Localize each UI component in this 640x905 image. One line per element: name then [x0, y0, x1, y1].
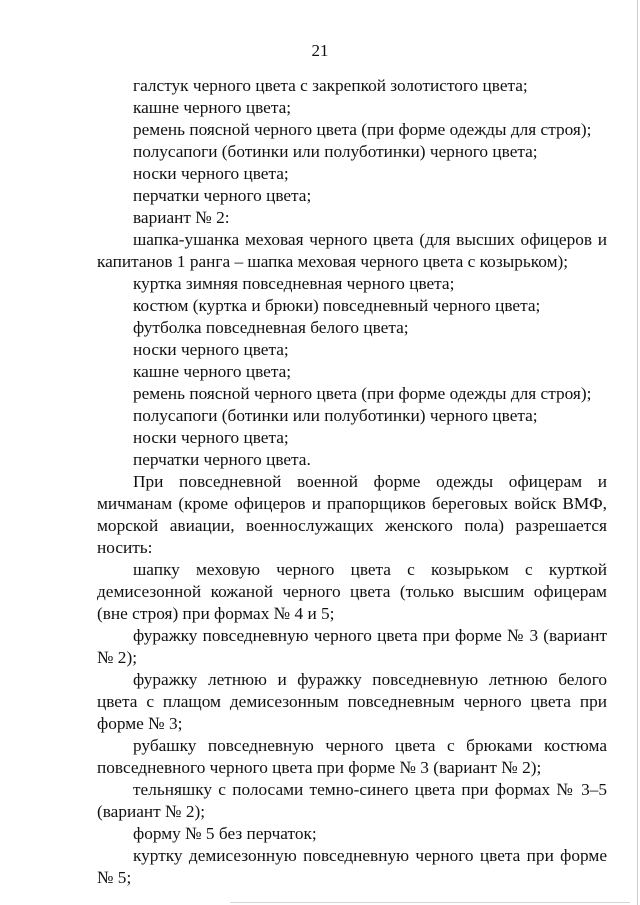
paragraph: полусапоги (ботинки или полуботинки) черного цвета;	[133, 142, 538, 161]
paragraph: форму № 5 без перчаток;	[133, 824, 317, 843]
paragraph: фуражку летнюю и фуражку повседневную летнюю белого цвета с плащом демисезонным повседневным черного цвета при форме № 3;	[97, 670, 607, 733]
paragraph: ремень поясной черного цвета (при форме одежды для строя);	[133, 384, 592, 403]
paragraph: футболка повседневная белого цвета;	[133, 318, 409, 337]
paragraph: фуражку повседневную черного цвета при форме № 3 (вариант № 2);	[97, 626, 607, 667]
paragraph: При повседневной военной форме одежды офицерам и мичманам (кроме офицеров и прапорщиков береговых войск ВМФ, морской авиации, военнослужащих женского пола) разрешается носить:	[97, 472, 607, 557]
paragraph: шапка-ушанка меховая черного цвета (для высших офицеров и капитанов 1 ранга – шапка меховая черного цвета с козырьком);	[97, 230, 607, 271]
paragraph: шапку меховую черного цвета с козырьком с курткой демисезонной кожаной черного цвета (только высшим офицерам (вне строя) при формах № 4 и 5;	[97, 560, 607, 623]
paragraph: рубашку повседневную черного цвета с брюками костюма повседневного черного цвета при форме № 3 (вариант № 2);	[97, 736, 607, 777]
paragraph: носки черного цвета;	[133, 340, 289, 359]
paragraph: куртку демисезонную повседневную черного цвета при форме № 5;	[97, 846, 607, 887]
paragraph: перчатки черного цвета.	[133, 450, 311, 469]
paragraph: носки черного цвета;	[133, 428, 289, 447]
page-number: 21	[311, 41, 329, 60]
scan-edge-line	[637, 0, 638, 905]
paragraph: костюм (куртка и брюки) повседневный черного цвета;	[133, 296, 541, 315]
document-body	[97, 75, 607, 889]
paragraph: перчатки черного цвета;	[133, 186, 312, 205]
paragraph: полусапоги (ботинки или полуботинки) черного цвета;	[133, 406, 538, 425]
scan-bottom-line	[230, 902, 630, 903]
paragraph: куртка зимняя повседневная черного цвета;	[133, 274, 455, 293]
paragraph: носки черного цвета;	[133, 164, 289, 183]
paragraph: тельняшку с полосами темно-синего цвета при формах № 3–5 (вариант № 2);	[97, 780, 607, 821]
paragraph: вариант № 2:	[133, 208, 230, 227]
paragraph: галстук черного цвета с закрепкой золотистого цвета;	[133, 76, 528, 95]
paragraph: ремень поясной черного цвета (при форме одежды для строя);	[133, 120, 592, 139]
paragraph: кашне черного цвета;	[133, 362, 292, 381]
paragraph: кашне черного цвета;	[133, 98, 292, 117]
